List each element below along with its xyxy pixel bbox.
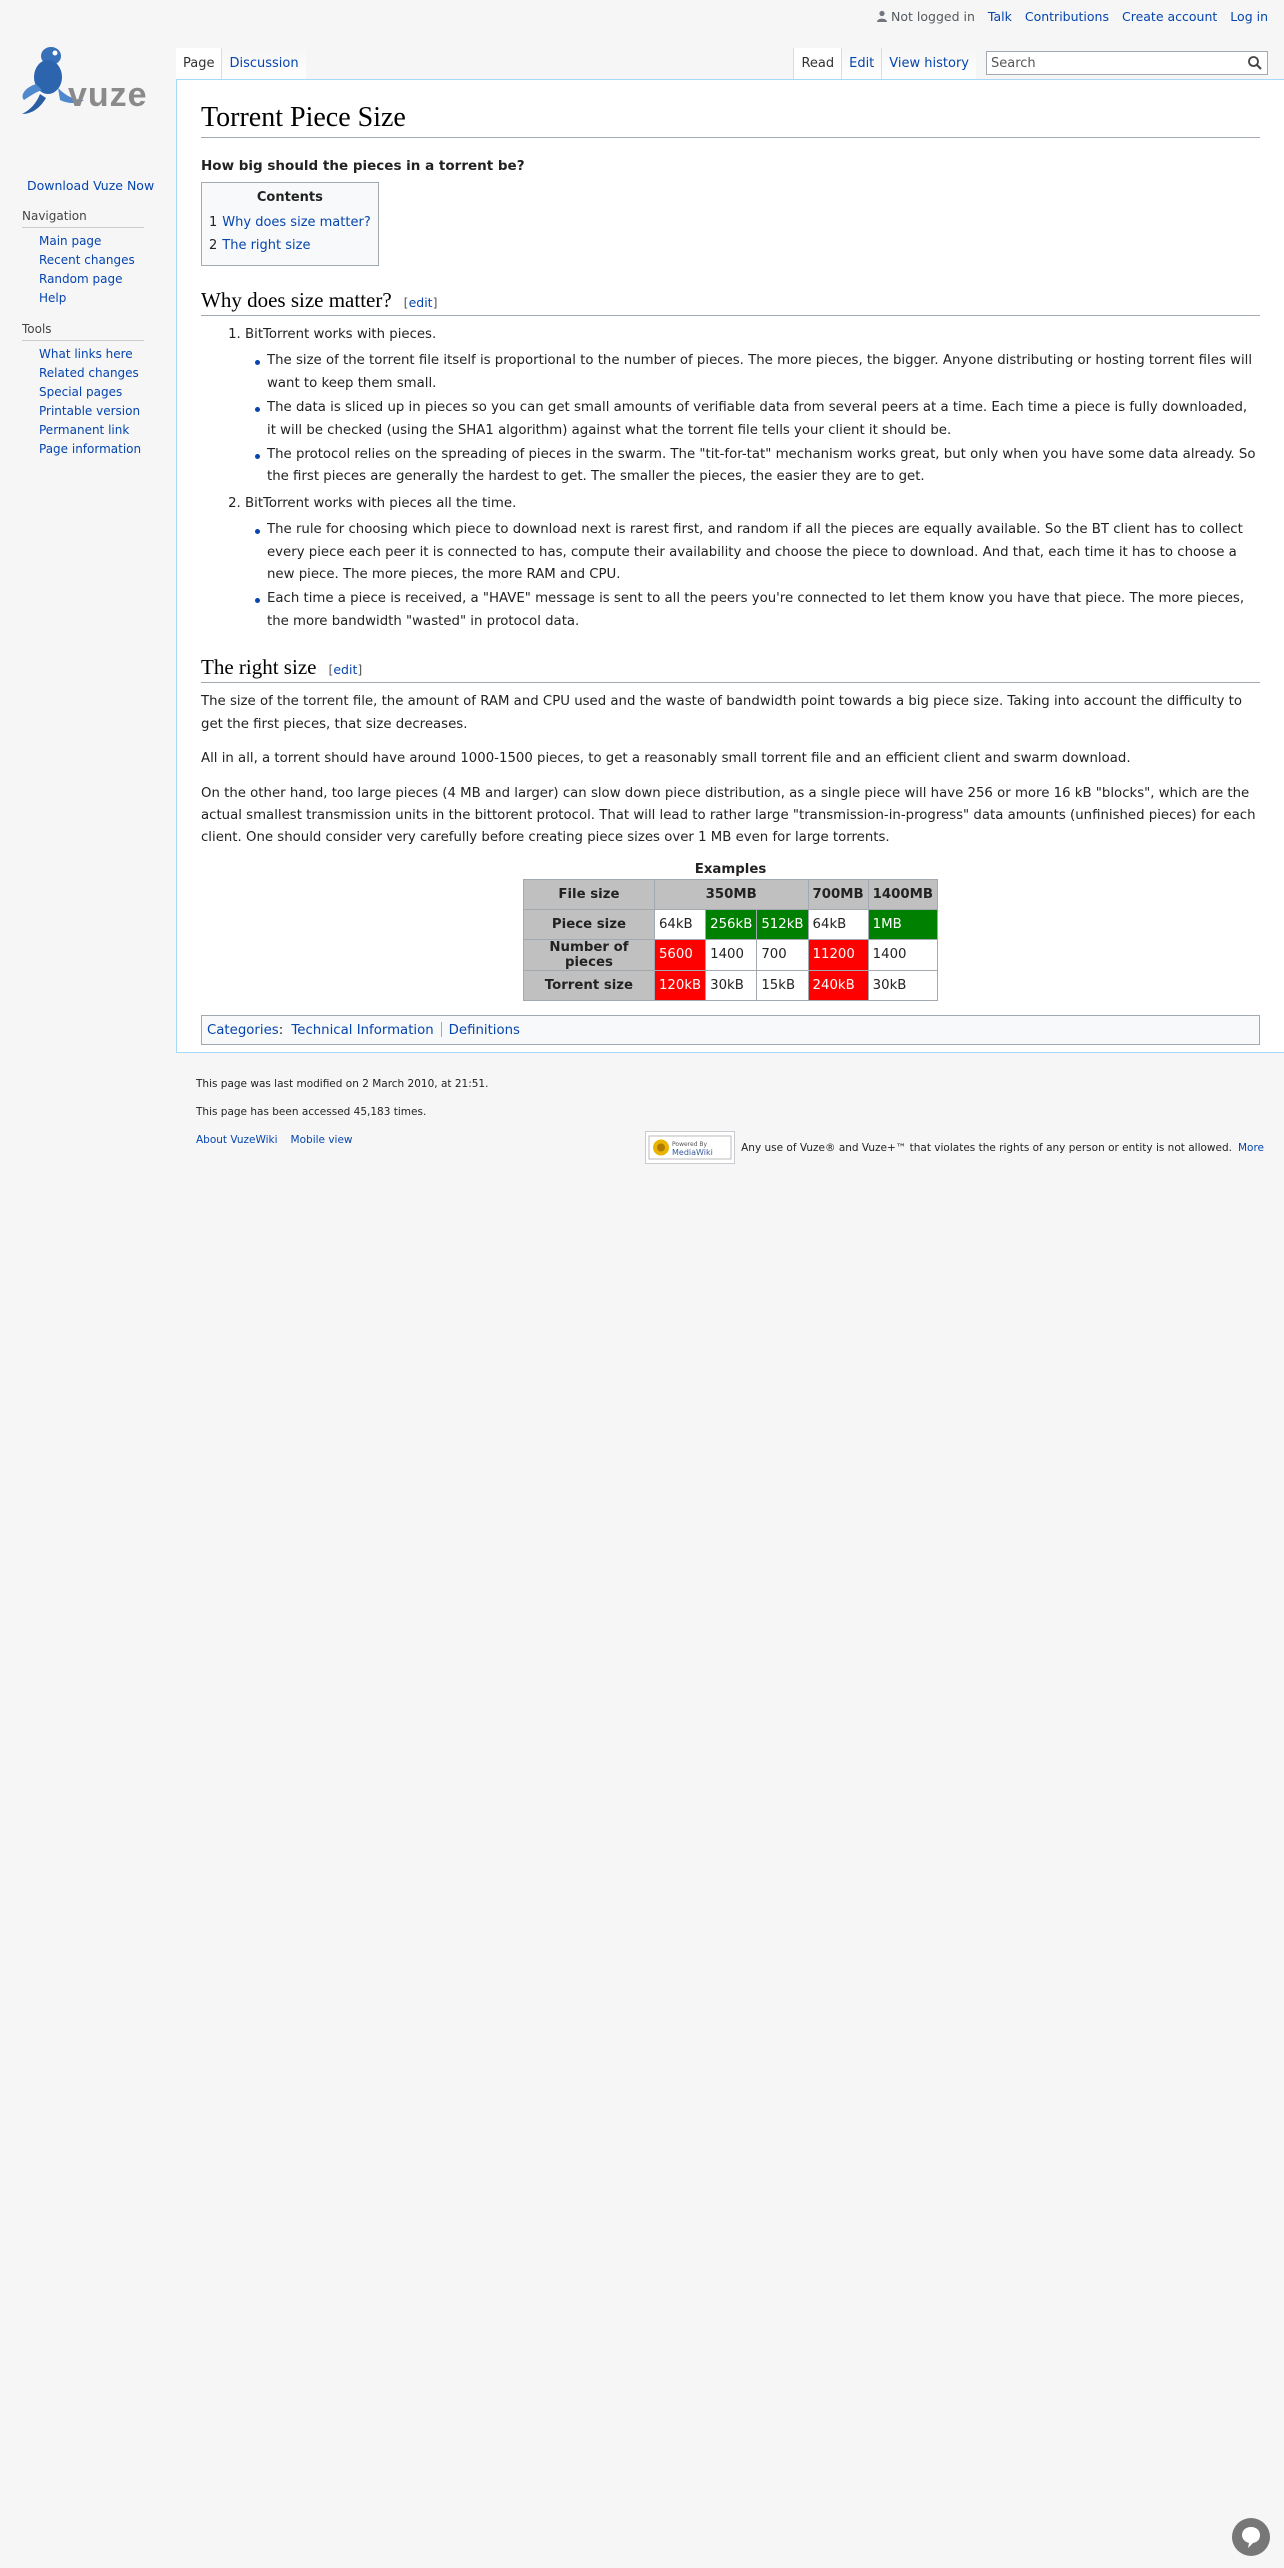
log-in-link[interactable]: Log in [1230,9,1268,24]
tab-page[interactable] [176,48,221,79]
table-cell: 700 [757,939,808,970]
page-tagline: How big should the pieces in a torrent be? [201,158,525,174]
section-title: The right size [201,655,317,680]
site-logo[interactable] [18,44,160,120]
categories-label-link[interactable]: Categories [207,1022,279,1038]
view-tabs [793,48,1268,79]
tab-read-label: Read [801,56,835,71]
examples-table-wrap [201,862,1260,1001]
table-cell: 64kB [654,909,705,939]
table-cell: 15kB [757,970,808,1000]
more-link[interactable]: More [1237,1141,1264,1154]
bullet-item: The size of the torrent file itself is proportional to the number of pieces. The more pieces, the bigger. Anyone distributing or hosting torrent files will want to keep them small. [267,350,1260,395]
edit-section-link[interactable]: edit [408,295,433,310]
section-heading-why-size-matters [201,288,1260,316]
toc-label: Why does size matter? [222,215,371,230]
table-cell: 30kB [706,970,757,1000]
list-item [245,493,1260,633]
tab-discussion-label: Discussion [229,56,299,71]
sidebar-item-random-page[interactable]: Random page [39,272,123,286]
sidebar-item-page-information[interactable]: Page information [39,442,142,456]
table-cell: 1400 [706,939,757,970]
table-cell: 11200 [808,939,868,970]
paragraph: All in all, a torrent should have around 1000-1500 pieces, to get a reasonably small torrent file and an efficient client and swarm download. [201,751,1131,767]
tab-page-label: Page [183,56,215,71]
toc-label: The right size [222,238,311,253]
namespace-tabs [176,48,306,79]
edit-section-bracket: [edit] [403,295,438,310]
personal-tools [876,9,1268,24]
table-cell: 512kB [757,909,808,939]
table-cell: 5600 [654,939,705,970]
feedback-button[interactable] [1232,2518,1270,2556]
column-header: 700MB [808,879,868,909]
table-cell: 1400 [868,939,937,970]
table-of-contents [201,182,379,266]
tools-heading: Tools [22,322,144,341]
speech-bubble-icon [1240,2525,1262,2549]
tab-view-history[interactable] [881,48,976,79]
table-cell: 256kB [706,909,757,939]
powered-by-mediawiki-badge[interactable] [645,1131,735,1164]
sidebar-item-what-links-here[interactable]: What links here [39,347,133,361]
table-cell: 64kB [808,909,868,939]
tab-edit-label: Edit [849,56,875,71]
svg-text:MediaWiki: MediaWiki [672,1148,713,1157]
mobile-view-link[interactable]: Mobile view [290,1134,353,1146]
create-account-link[interactable]: Create account [1121,9,1218,24]
sidebar-item-related-changes[interactable]: Related changes [39,366,139,380]
footer [196,1078,1264,1157]
table-cell: 30kB [868,970,937,1000]
sidebar [0,178,176,473]
list-item [245,324,1260,489]
toc-item-right-size[interactable] [209,238,310,253]
sidebar-item-printable-version[interactable]: Printable version [39,404,141,418]
examples-table [523,879,938,1001]
toc-item-why-size-matters[interactable] [209,215,371,230]
table-row [523,970,937,1000]
sidebar-item-permanent-link[interactable]: Permanent link [39,423,130,437]
tab-edit[interactable] [841,48,881,79]
last-modified: This page was last modified on 2 March 2010, at 21:51. [196,1078,489,1090]
row-header: Piece size [523,909,654,939]
table-row [523,939,937,970]
bullet-item: The protocol relies on the spreading of pieces in the swarm. The "tit-for-tat" mechanism works great, but only when you have some data already. So the first pieces are generally the hardest to get. The smaller the pieces, the easier they are to get. [267,444,1260,489]
toc-title: Contents [256,190,323,205]
about-link[interactable]: About VuzeWiki [196,1134,278,1146]
paragraph: The size of the torrent file, the amount of RAM and CPU used and the waste of bandwidth point towards a big piece size. Taking into account the difficulty to get the first pieces, that size decreases. [201,694,1242,732]
list-item-text: BitTorrent works with pieces all the time. [245,495,517,511]
row-header: Torrent size [523,970,654,1000]
content-area [176,79,1284,1053]
sidebar-item-special-pages[interactable]: Special pages [39,385,123,399]
row-header: Number of pieces [523,939,654,970]
row-header: File size [523,879,654,909]
paragraph: On the other hand, too large pieces (4 MB and larger) can slow down piece distribution, as a single piece will have 256 or more 16 kB "blocks", which are the actual smallest transmission units in the bittorent protocol. That will lead to rather large "transmission-in-progress" data amounts (unfinished pieces) for each client. One should consider very carefully before creating piece sizes over 1 MB even for large torrents. [201,785,1256,846]
mediawiki-logo-icon [648,1135,732,1160]
sidebar-item-recent-changes[interactable]: Recent changes [39,253,135,267]
page-title: Torrent Piece Size [201,100,1260,138]
access-count: This page has been accessed 45,183 times. [196,1106,427,1118]
table-row [523,909,937,939]
category-divider [441,1022,442,1037]
toc-number: 2 [209,238,218,253]
reasons-list [201,324,1260,633]
talk-link[interactable]: Talk [987,9,1012,24]
vuze-logo[interactable] [18,44,160,120]
search-input[interactable] [987,56,1240,71]
footer-right [645,1131,1264,1164]
bullet-item: Each time a piece is received, a "HAVE" message is sent to all the peers you're connected to let them know you have that piece. The more pieces, the more bandwidth "wasted" in protocol data. [267,588,1260,633]
svg-text:Powered By: Powered By [672,1141,708,1148]
table-row [523,879,937,909]
section-title: Why does size matter? [201,288,392,312]
download-vuze-link[interactable]: Download Vuze Now [27,178,155,193]
user-icon [876,10,888,22]
tab-read[interactable] [793,48,841,79]
tools-portal [22,322,176,459]
category-definitions[interactable]: Definitions [448,1022,520,1038]
column-header: 350MB [654,879,808,909]
navigation-portal [22,209,176,308]
section-heading-right-size [201,655,1260,683]
disclaimer-text: Any use of Vuze® and Vuze+™ that violates the rights of any person or entity is not allowed. [741,1141,1232,1154]
not-logged-in-text: Not logged in [891,9,975,24]
column-header: 1400MB [868,879,937,909]
toc-number: 1 [209,215,218,230]
sidebar-item-help[interactable]: Help [39,291,67,305]
category-technical-information[interactable]: Technical Information [291,1022,434,1038]
tab-discussion[interactable] [221,48,305,79]
bullet-item: The rule for choosing which piece to download next is rarest first, and random if all the pieces are equally available. So the BT client has to collect every piece each peer it is connected to has, compute their availability and choose the piece to download. And that, each time it has to choose a new piece. The more pieces, the more RAM and CPU. [267,519,1260,586]
list-item-text: BitTorrent works with pieces. [245,327,437,342]
not-logged-in [876,9,975,24]
table-cell: 120kB [654,970,705,1000]
table-cell: 240kB [808,970,868,1000]
navigation-heading: Navigation [22,209,144,228]
bullet-item: The data is sliced up in pieces so you can get small amounts of verifiable data from several peers at a time. Each time a piece is fully downloaded, it will be checked (using the SHA1 algorithm) against what the torrent file tells your client it should be. [267,397,1260,442]
search-box [986,51,1268,75]
category-links: Categories: Technical Information Definitions [201,1015,1260,1045]
contributions-link[interactable]: Contributions [1024,9,1109,24]
sidebar-item-main-page[interactable]: Main page [39,234,102,248]
tab-view-history-label: View history [889,56,969,71]
logo-wordmark: vuze [68,76,148,114]
edit-section-bracket: [edit] [328,662,363,678]
table-cell: 1MB [868,909,937,939]
search-icon[interactable] [1247,55,1263,71]
table-caption: Examples [694,861,767,877]
edit-section-link[interactable]: edit [333,662,358,678]
